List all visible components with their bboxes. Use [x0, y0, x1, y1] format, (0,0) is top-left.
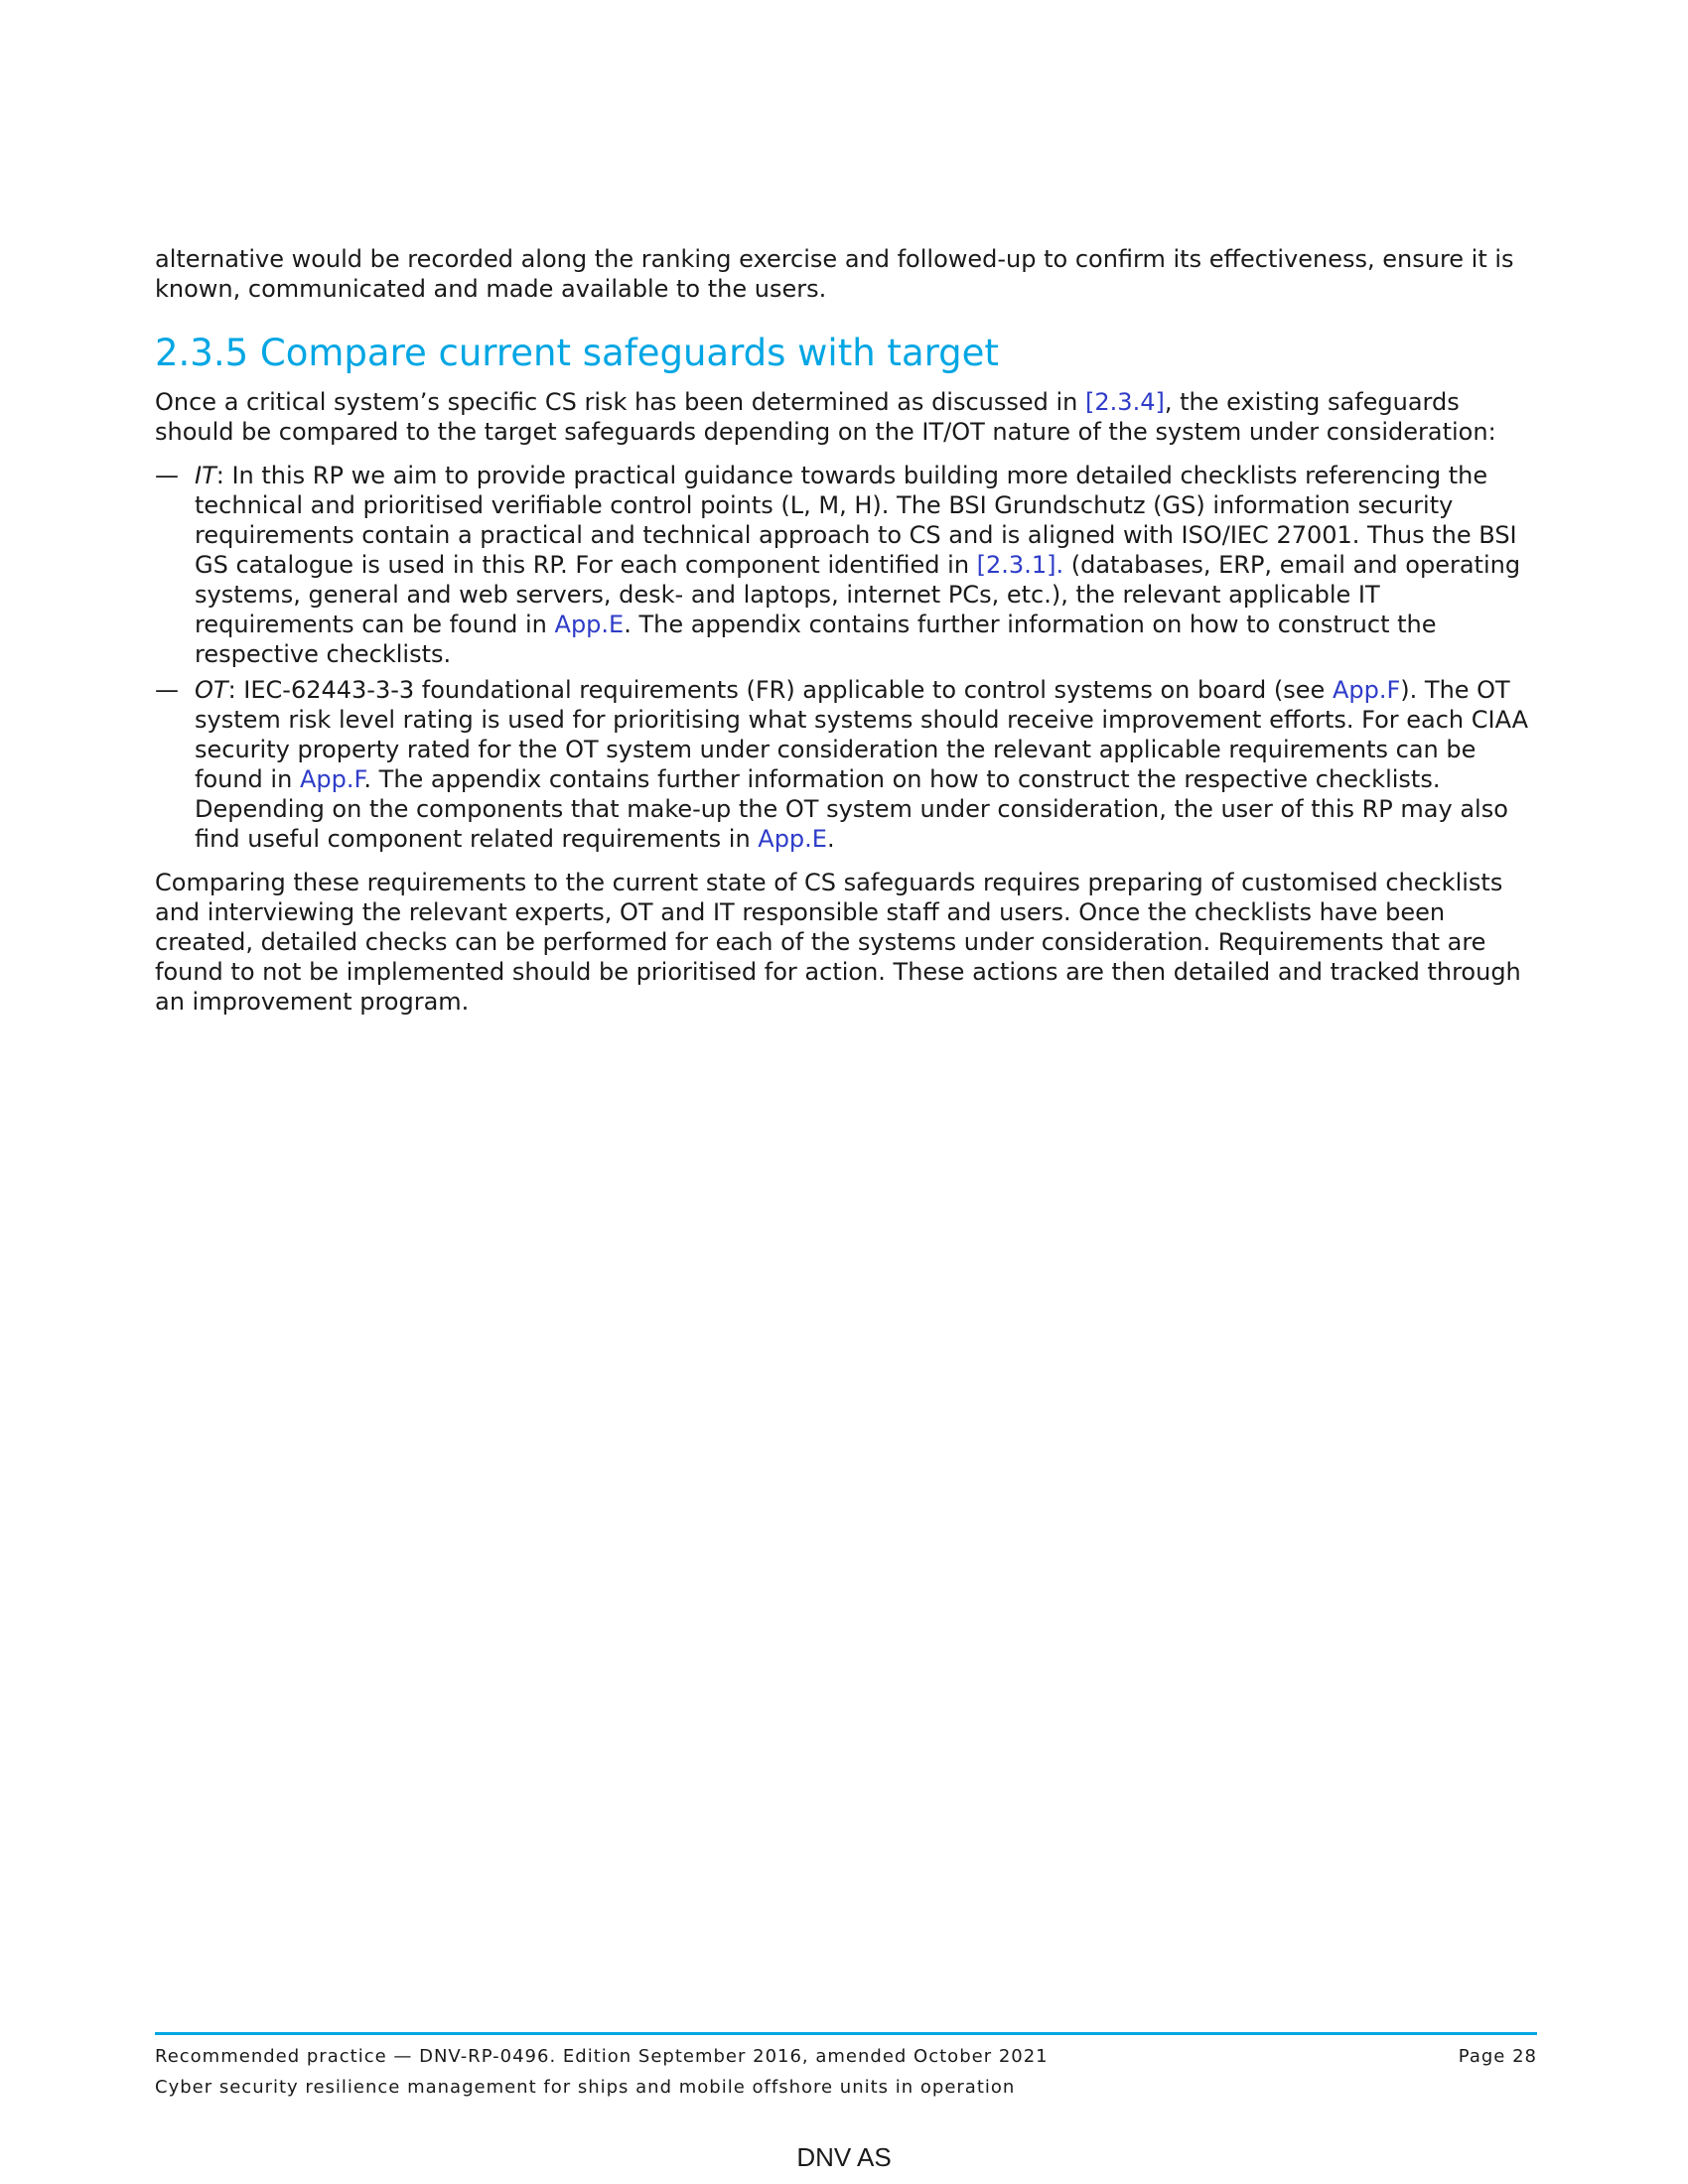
footer-line-1: [155, 2045, 1537, 2076]
bullet-ot-text-3: . The appendix contains further information on how to construct the respective checklists. Depending on the components that make-up the OT system under consideration, the user of this RP may also find useful component related requirements in: [195, 765, 1508, 853]
footer-doc-reference: Recommended practice — DNV-RP-0496. Edition September 2016, amended October 2021: [155, 2046, 1049, 2067]
bullet-dash: —: [155, 676, 179, 704]
footer-rule: [155, 2032, 1537, 2035]
footer-company: DNV AS: [796, 2142, 892, 2172]
bullet-item-ot: [155, 675, 1535, 854]
footer-doc-title: Cyber security resilience management for ships and mobile offshore units in operation: [155, 2077, 1016, 2098]
bullet-ot-text-2: ). The OT system risk level rating is used for prioritising what systems should receive improvement efforts. For each CIAA security property rated for the OT system under consideration the relevant applicable requirements can be found in: [195, 676, 1529, 793]
bullet-it-text-1: : In this RP we aim to provide practical guidance towards building more detailed checklists referencing the technical and prioritised verifiable control points (L, M, H). The BSI Grundschutz (GS) information security requirements contain a practical and technical approach to CS and is aligned with ISO/IEC 27001. Thus the BSI GS catalogue is used in this RP. For each component identified in: [195, 462, 1517, 579]
section-title: 2.3.5 Compare current safeguards with target: [155, 332, 999, 374]
lead-text-1: Once a critical system’s specific CS risk has been determined as discussed in: [155, 388, 1086, 416]
bullet-list: [155, 461, 1535, 854]
page-content: [155, 244, 1535, 1017]
lead-text-2: , the existing safeguards should be compared to the target safeguards depending on the IT/OT nature of the system under consideration:: [155, 388, 1496, 446]
ref-link-app-e[interactable]: App.E: [758, 825, 827, 853]
ref-link-2-3-1[interactable]: [2.3.1].: [976, 551, 1064, 579]
ref-link-app-f[interactable]: App.F: [1332, 676, 1401, 704]
footer-page-number: Page 28: [1458, 2046, 1537, 2067]
bullet-ot-text-4: .: [826, 825, 835, 853]
bullet-label-ot: OT: [195, 676, 228, 704]
footer-line-2: [155, 2076, 1537, 2107]
bullet-dash: —: [155, 462, 179, 489]
bullet-label-it: IT: [195, 462, 216, 489]
page-footer: [155, 2032, 1537, 2107]
bullet-it-text-3: . The appendix contains further information on how to construct the respective checklists.: [195, 611, 1437, 668]
closing-paragraph: Comparing these requirements to the current state of CS safeguards requires preparing of customised checklists and interviewing the relevant experts, OT and IT responsible staff and users. Once the checklists have been created, detailed checks can be performed for each of the systems under consideration. Requirements that are found to not be implemented should be prioritised for action. These actions are then detailed and tracked through an improvement program.: [155, 869, 1521, 1016]
bullet-ot-text-1: : IEC-62443-3-3 foundational requirements (FR) applicable to control systems on board (see: [227, 676, 1333, 704]
intro-paragraph: alternative would be recorded along the ranking exercise and followed-up to confirm its effectiveness, ensure it is known, communicated and made available to the users.: [155, 245, 1514, 303]
lead-paragraph: [155, 387, 1535, 447]
ref-link-app-f[interactable]: App.F: [299, 765, 364, 793]
ref-link-app-e[interactable]: App.E: [554, 611, 625, 638]
bullet-item-it: [155, 461, 1535, 669]
ref-link-2-3-4[interactable]: [2.3.4]: [1085, 388, 1165, 416]
bullet-it-text-2: (databases, ERP, email and operating systems, general and web servers, desk- and laptops, internet PCs, etc.), the relevant applicable IT requirements can be found in: [195, 551, 1521, 638]
